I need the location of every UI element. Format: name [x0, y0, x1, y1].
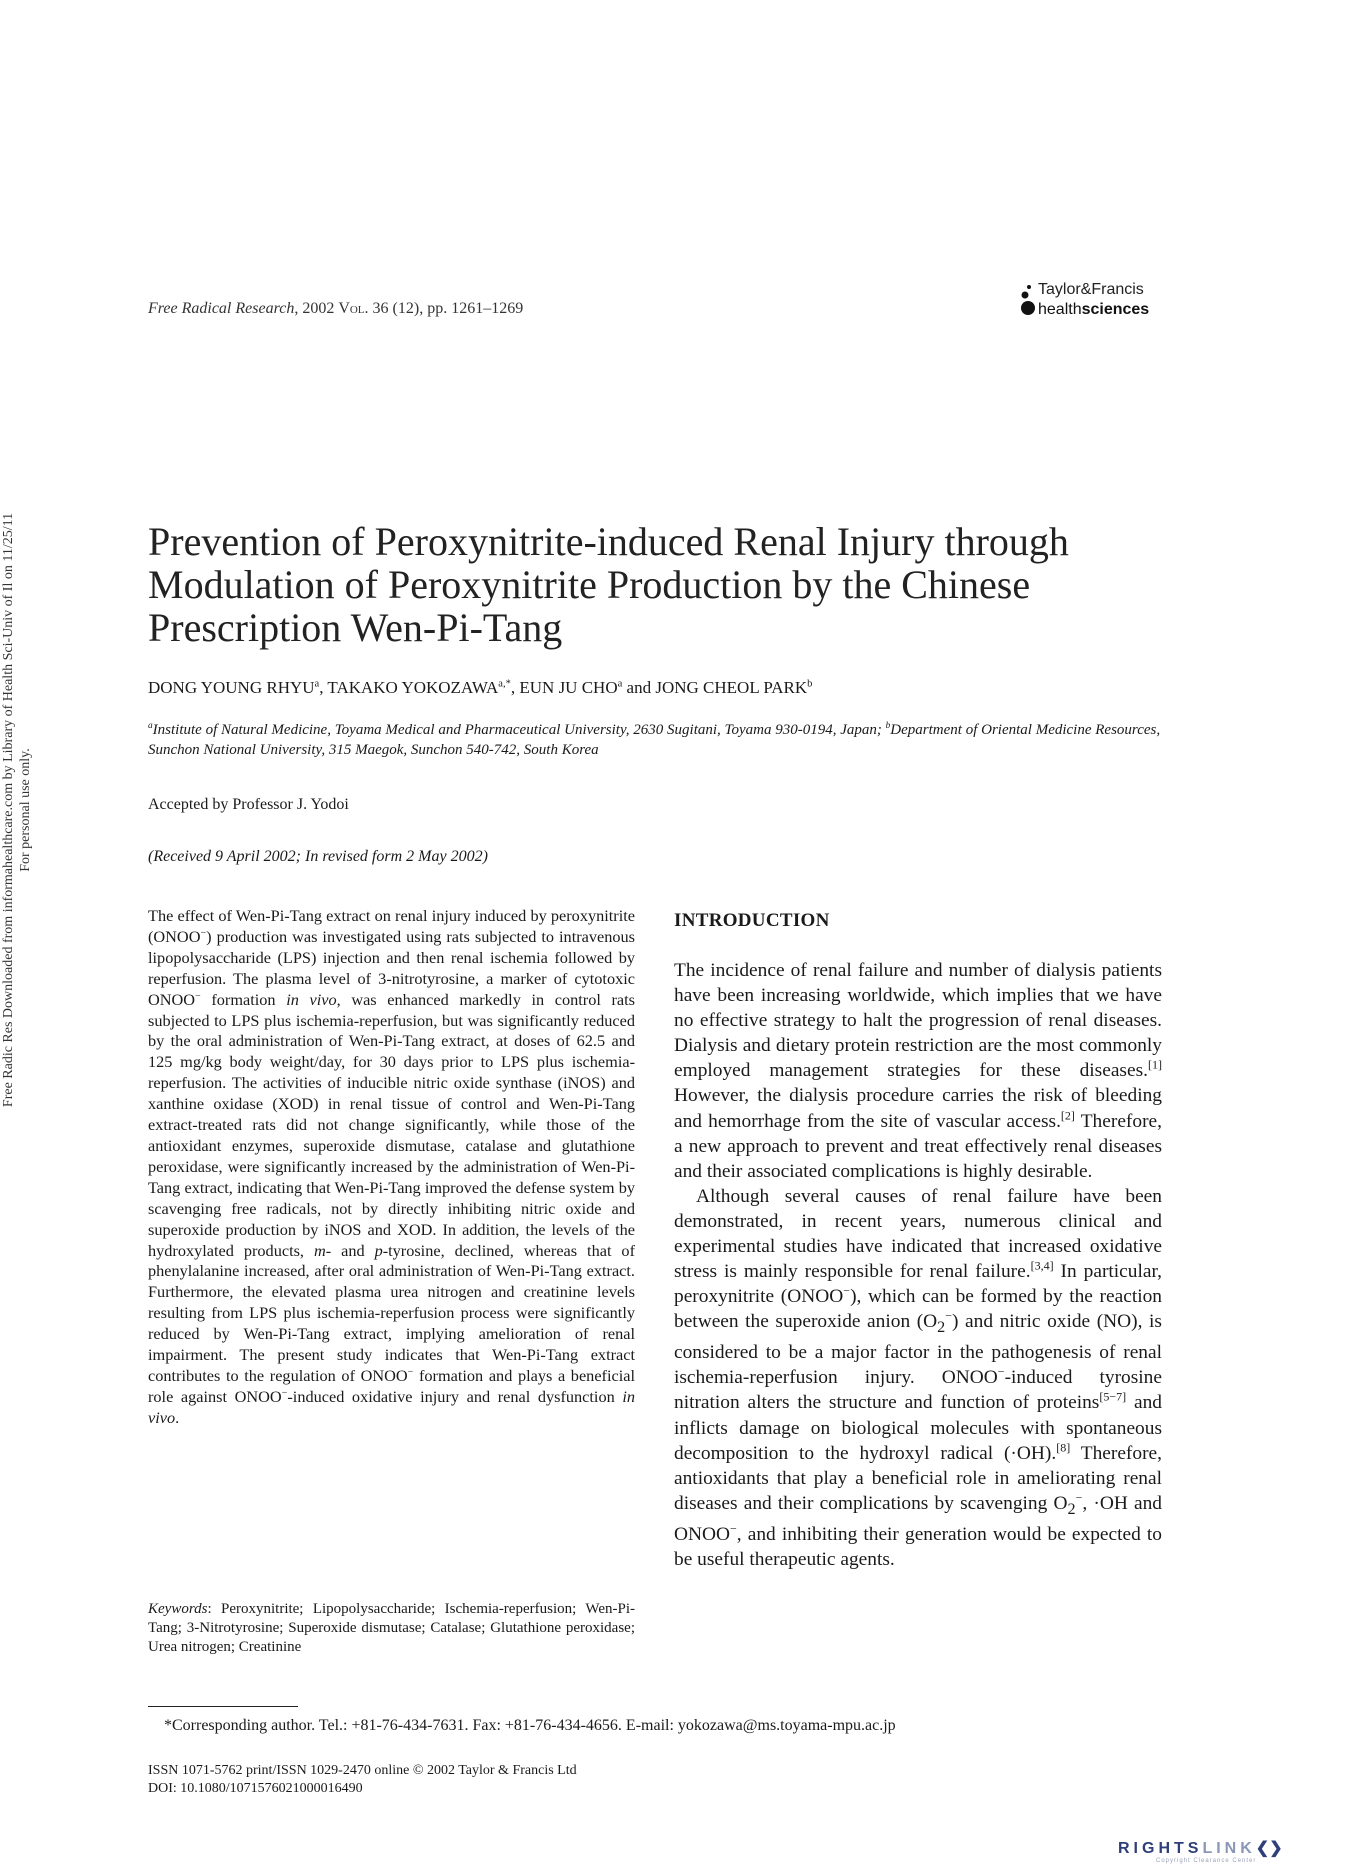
journal-name: Free Radical Research	[148, 300, 295, 317]
abstract-sup: −	[281, 1387, 288, 1399]
author-list	[148, 678, 812, 698]
intro-text: ) and nitric oxide (NO), is considered to be a major factor in the pathogenesis of renal ischemia-reperfusion injury. ONOO	[674, 1311, 1162, 1389]
intro-text: -induced tyrosine nitration alters the structure and function of proteins	[674, 1367, 1162, 1414]
journal-vol-label: Vol	[338, 300, 365, 317]
intro-text: In particular, peroxynitrite (ONOO	[674, 1261, 1162, 1308]
intro-text: and inflicts damage on biological molecules with spontaneous decomposition to the hydroxyl radical (·OH).	[674, 1392, 1162, 1464]
keywords-text: : Peroxynitrite; Lipopolysaccharide; Ischemia-reperfusion; Wen-Pi-Tang; 3-Nitrotyrosine; Superoxide dismutase; Catalase; Glutathione peroxidase; Urea nitrogen; Creatinine	[148, 1601, 635, 1655]
publisher-logo	[1018, 280, 1168, 322]
citation-ref: [5−7]	[1099, 1390, 1127, 1404]
author-4-sup: b	[807, 678, 813, 690]
intro-sub: 2	[937, 1319, 946, 1337]
intro-sup: −	[843, 1283, 851, 1298]
author-and: and	[622, 678, 656, 697]
rightslink-subtitle: Copyright Clearance Center	[1156, 1858, 1257, 1864]
keywords-label: Keywords	[148, 1601, 208, 1617]
publisher-dots-icon	[1018, 283, 1038, 319]
publisher-division-a: health	[1038, 301, 1082, 318]
issn-block	[148, 1762, 577, 1798]
publisher-division-b: sciences	[1081, 301, 1150, 318]
download-notice	[0, 310, 34, 1310]
intro-text: However, the dialysis procedure carries the risk of bleeding and hemorrhage from the site of vascular access.	[674, 1085, 1162, 1132]
author-2-sup: a,*	[498, 678, 511, 690]
intro-sup: −	[945, 1308, 953, 1323]
title-line-2: Modulation of Peroxynitrite Production by the Chinese	[148, 562, 1031, 607]
introduction-body	[674, 958, 1162, 1572]
author-sep-2: ,	[510, 678, 520, 697]
publisher-division	[1038, 301, 1149, 319]
received-dates: (Received 9 April 2002; In revised form 2 May 2002)	[148, 848, 488, 865]
abstract-text: formation	[200, 989, 287, 1009]
abstract-text: ) production was investigated using rats subjected to intravenous lipopolysaccharide (LPS) injection and then renal ischemia followed by reperfusion. The plasma level of 3-nitrotyrosine, a marker of cytotoxic ONOO	[148, 926, 635, 1009]
intro-sup: −	[1075, 1490, 1083, 1505]
intro-text: Therefore, a new approach to prevent and treat effectively renal diseases and their associated complications is highly desirable.	[674, 1110, 1162, 1182]
abstract-italic: m	[313, 1240, 326, 1260]
intro-text: Although several causes of renal failure have been demonstrated, in recent years, numerous clinical and experimental studies have indicated that increased oxidative stress is mainly responsible for renal failure.	[674, 1185, 1162, 1283]
abstract	[148, 906, 635, 1429]
footnote-rule	[148, 1706, 298, 1707]
abstract-sup: −	[195, 990, 201, 1002]
download-notice-line2: For personal use only.	[18, 748, 33, 872]
affil-a-sup: a	[148, 721, 153, 731]
intro-text: ), which can be formed by the reaction between the superoxide anion (O	[674, 1286, 1162, 1333]
affil-b: Department of Oriental Medicine Resources, Sunchon National University, 315 Maegok, Sunchon 540-742, South Korea	[148, 722, 1161, 758]
abstract-italic: in vivo	[286, 989, 337, 1009]
author-2: TAKAKO YOKOZAWA	[327, 678, 499, 697]
keywords	[148, 1600, 635, 1657]
abstract-text: - and	[325, 1240, 375, 1260]
publisher-name: Taylor&Francis	[1038, 281, 1144, 298]
rightslink-logo	[1118, 1838, 1283, 1858]
abstract-text: , was enhanced markedly in control rats subjected to LPS plus ischemia-reperfusion, but was significantly reduced by the oral administration of Wen-Pi-Tang extract, at doses of 62.5 and 125 mg/kg body weight/day, for 30 days prior to LPS plus ischemia-reperfusion. The activities of inducible nitric oxide synthase (iNOS) and xanthine oxidase (XOD) in renal tissue of control and Wen-Pi-Tang extract-treated rats did not change significantly, while those of the antioxidant enzymes, superoxide dismutase, catalase and glutathione peroxidase, were significantly increased by the administration of Wen-Pi-Tang extract, indicating that Wen-Pi-Tang improved the defense system by scavenging free radicals, not by directly inhibiting nitric oxide and superoxide production by iNOS and XOD. In addition, the levels of the hydroxylated products,	[148, 989, 636, 1260]
abstract-text: -tyrosine, declined, whereas that of phenylalanine increased, after oral administration of Wen-Pi-Tang extract. Furthermore, the elevated plasma urea nitrogen and creatinine levels resulting from LPS plus ischemia-reperfusion process were significantly reduced by Wen-Pi-Tang extract, implying amelioration of renal impairment. The present study indicates that Wen-Pi-Tang extract contributes to the regulation of ONOO	[148, 1240, 635, 1385]
citation-ref: [8]	[1056, 1440, 1071, 1455]
author-sep-1: ,	[319, 678, 328, 697]
author-4: JONG CHEOL PARK	[655, 678, 808, 697]
abstract-text: The effect of Wen-Pi-Tang extract on renal injury induced by peroxynitrite (ONOO	[148, 906, 635, 946]
affiliations	[148, 720, 1168, 760]
abstract-italic: in vivo	[148, 1386, 636, 1427]
intro-sup: −	[997, 1364, 1005, 1379]
intro-paragraph-2	[674, 1184, 1162, 1572]
author-3-sup: a	[617, 678, 623, 690]
author-3: EUN JU CHO	[519, 678, 618, 697]
article-title	[148, 520, 1148, 649]
corresponding-author-footnote: *Corresponding author. Tel.: +81-76-434-7631. Fax: +81-76-434-4656. E-mail: yokozawa@ms.toyama-mpu.ac.jp	[164, 1717, 896, 1734]
title-line-3: Prescription Wen-Pi-Tang	[148, 605, 563, 650]
intro-text: The incidence of renal failure and number of dialysis patients have been increasing worldwide, which implies that we have no effective strategy to halt the progression of renal diseases. Dialysis and dietary protein restriction are the most commonly employed management strategies for these diseases.	[674, 960, 1162, 1082]
abstract-italic: p	[374, 1240, 383, 1260]
citation-ref: [3,4]	[1030, 1258, 1054, 1273]
intro-text: , and inhibiting their generation would be expected to be useful therapeutic agents.	[674, 1523, 1162, 1570]
intro-text: Therefore, antioxidants that play a beneficial role in ameliorating renal diseases and their complications by scavenging O	[674, 1442, 1162, 1514]
abstract-text: formation and plays a beneficial role against ONOO	[148, 1365, 635, 1406]
accepted-by: Accepted by Professor J. Yodoi	[148, 796, 349, 813]
rightslink-a: RIGHTS	[1118, 1840, 1203, 1857]
rightslink-arrow-icon: ❮❯	[1255, 1840, 1283, 1857]
journal-citation	[148, 300, 523, 318]
rightslink-b: LINK	[1202, 1840, 1256, 1857]
author-1: DONG YOUNG RHYU	[148, 678, 315, 697]
download-notice-line1: Free Radic Res Downloaded from informahealthcare.com by Library of Health Sci-Univ of Il on 11/25/11	[1, 512, 16, 1108]
abstract-sup: −	[200, 927, 207, 939]
intro-text: , ·OH and ONOO	[674, 1492, 1162, 1545]
issn-line: ISSN 1071-5762 print/ISSN 1029-2470 online © 2002 Taylor & Francis Ltd	[148, 1763, 577, 1778]
intro-sup: −	[730, 1521, 737, 1536]
affil-b-sup: b	[885, 721, 891, 731]
abstract-text: .	[175, 1407, 180, 1427]
abstract-sup: −	[407, 1366, 414, 1378]
author-1-sup: a	[314, 678, 320, 690]
abstract-text: -induced oxidative injury and renal dysfunction	[287, 1386, 623, 1406]
title-line-1: Prevention of Peroxynitrite-induced Renal Injury through	[148, 519, 1069, 564]
doi-line: DOI: 10.1080/1071576021000016490	[148, 1781, 363, 1796]
journal-volume-pages: . 36 (12), pp. 1261–1269	[364, 300, 524, 317]
journal-year: , 2002	[294, 300, 339, 317]
affil-a: Institute of Natural Medicine, Toyama Medical and Pharmaceutical University, 2630 Sugitani, Toyama 930-0194, Japan;	[152, 722, 886, 738]
intro-sub: 2	[1067, 1500, 1076, 1518]
section-heading: INTRODUCTION	[674, 910, 830, 931]
citation-ref: [1]	[1147, 1057, 1162, 1072]
citation-ref: [2]	[1060, 1108, 1075, 1123]
intro-paragraph-1	[674, 958, 1162, 1184]
